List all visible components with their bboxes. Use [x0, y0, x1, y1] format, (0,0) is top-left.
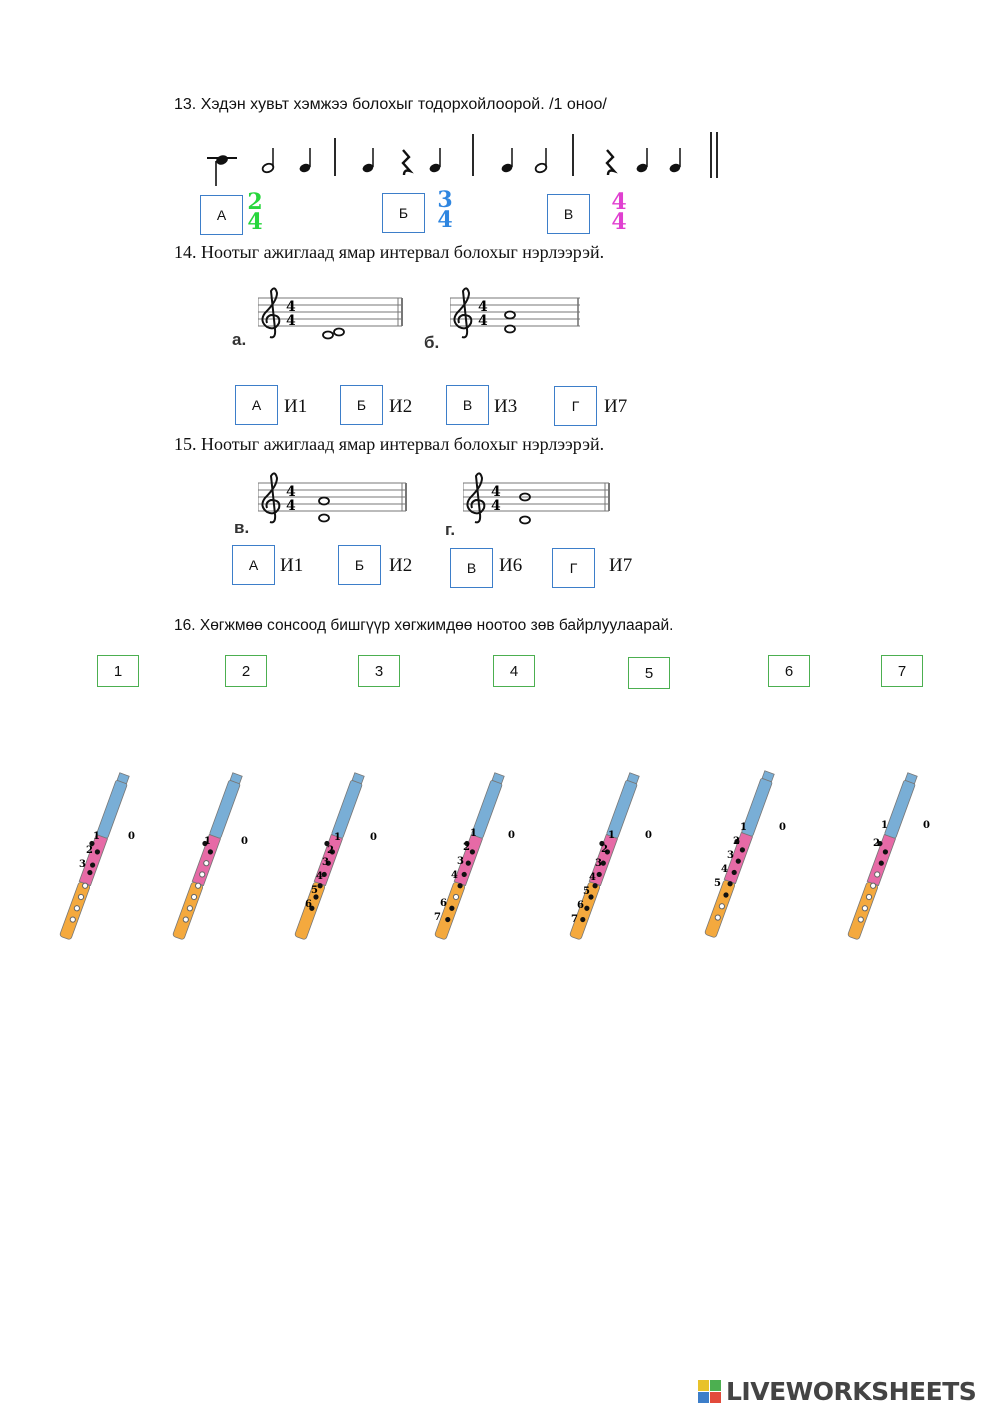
staff-label-b: б. — [424, 333, 440, 352]
q13-answer-box-c[interactable]: В — [547, 194, 590, 234]
svg-text:4: 4 — [286, 484, 296, 500]
finger-number: 6 — [305, 899, 312, 910]
svg-text:4: 4 — [286, 299, 296, 315]
q16-answer-box-6[interactable]: 6 — [768, 655, 810, 687]
finger-number: 1 — [470, 828, 477, 839]
finger-number: 3 — [457, 856, 464, 867]
liveworksheets-logo-icon — [698, 1380, 722, 1404]
q15-answer-box-a[interactable]: А — [232, 545, 275, 585]
q14-answer-box-b[interactable]: Б — [340, 385, 383, 425]
finger-number: 0 — [923, 820, 930, 831]
q16-answer-box-1[interactable]: 1 — [97, 655, 139, 687]
q14-option-text-3: И3 — [494, 396, 518, 417]
time-signature-4-4 — [609, 189, 629, 235]
recorder-7 — [843, 752, 953, 947]
recorder-1 — [55, 760, 165, 950]
finger-number: 6 — [577, 900, 584, 911]
staff-label-d: г. — [445, 520, 456, 539]
time-signature-denominator: 4 — [247, 209, 263, 235]
svg-text:4: 4 — [478, 313, 488, 329]
finger-number: 5 — [714, 878, 721, 889]
finger-number: 3 — [595, 858, 602, 869]
finger-number: 5 — [311, 885, 318, 896]
time-signature-numerator: 3 — [437, 187, 453, 213]
finger-number: 1 — [881, 820, 888, 831]
q16-answer-box-5[interactable]: 5 — [628, 657, 670, 689]
finger-number: 4 — [589, 872, 596, 883]
finger-number: 0 — [370, 832, 377, 843]
finger-number: 0 — [779, 822, 786, 833]
finger-number: 3 — [322, 857, 329, 868]
q15-option-text-1: И1 — [280, 555, 304, 576]
finger-number: 0 — [645, 830, 652, 841]
finger-number: 4 — [451, 870, 458, 881]
q15-option-text-2: И2 — [389, 555, 413, 576]
recorder-2 — [168, 760, 278, 950]
finger-number: 2 — [873, 838, 880, 849]
q13-rhythm-notation — [195, 128, 735, 188]
q14-staff-b — [450, 285, 590, 345]
q13-answer-box-b[interactable]: Б — [382, 193, 425, 233]
q16-answer-box-2[interactable]: 2 — [225, 655, 267, 687]
q16-answer-box-4[interactable]: 4 — [493, 655, 535, 687]
q15-option-text-3: И6 — [499, 555, 523, 576]
svg-text:4: 4 — [491, 484, 501, 500]
q16-answer-box-3[interactable]: 3 — [358, 655, 400, 687]
finger-number: 6 — [440, 898, 447, 909]
svg-text:4: 4 — [491, 498, 501, 514]
svg-text:4: 4 — [286, 498, 296, 514]
finger-number: 2 — [733, 836, 740, 847]
finger-number: 0 — [508, 830, 515, 841]
staff-label-c: в. — [234, 518, 250, 537]
finger-number: 1 — [334, 832, 341, 843]
finger-number: 3 — [727, 850, 734, 861]
finger-number: 4 — [721, 864, 728, 875]
finger-number: 3 — [79, 859, 86, 870]
q15-staff-c — [258, 470, 412, 530]
finger-number: 7 — [434, 912, 441, 923]
finger-number: 0 — [128, 831, 135, 842]
liveworksheets-brand: LIVEWORKSHEETS — [726, 1377, 977, 1406]
finger-number: 7 — [571, 914, 578, 925]
time-signature-numerator: 4 — [611, 189, 627, 215]
time-signature-2-4 — [245, 189, 265, 235]
recorder-4 — [430, 760, 540, 950]
q15-answer-box-b[interactable]: Б — [338, 545, 381, 585]
q14-option-text-4: И7 — [604, 396, 628, 417]
q14-answer-box-c[interactable]: В — [446, 385, 489, 425]
time-signature-denominator: 4 — [611, 209, 627, 235]
q15-option-text-4: И7 — [609, 555, 633, 576]
q13-answer-box-a[interactable]: А — [200, 195, 243, 235]
staff-label-a: а. — [232, 330, 247, 349]
time-signature-3-4 — [435, 187, 455, 233]
finger-number: 1 — [204, 836, 211, 847]
recorder-3 — [290, 760, 400, 950]
q15-title: 15. Ноотыг ажиглаад ямар интервал болохыг нэрлээрэй. — [174, 434, 605, 454]
time-signature-denominator: 4 — [437, 207, 453, 233]
q16-title: 16. Хөгжмөө сонсоод бишгүүр хөгжимдөө ноотоо зөв байрлуулаарай. — [174, 617, 674, 634]
q14-answer-box-d[interactable]: Г — [554, 386, 597, 426]
finger-number: 5 — [583, 886, 590, 897]
finger-number: 2 — [327, 845, 334, 856]
q14-answer-box-a[interactable]: А — [235, 385, 278, 425]
finger-number: 0 — [241, 836, 248, 847]
finger-number: 2 — [86, 845, 93, 856]
q14-option-text-2: И2 — [389, 396, 413, 417]
finger-number: 2 — [463, 842, 470, 853]
q15-answer-box-c[interactable]: В — [450, 548, 493, 588]
finger-number: 1 — [740, 822, 747, 833]
recorder-5 — [565, 760, 675, 950]
recorder-6 — [700, 750, 810, 945]
svg-text:4: 4 — [286, 313, 296, 329]
svg-text:4: 4 — [478, 299, 488, 315]
q13-title: 13. Хэдэн хувьт хэмжээ болохыг тодорхойлоорой. /1 оноо/ — [174, 96, 607, 113]
q14-staff-a — [258, 285, 408, 345]
q15-staff-d — [463, 470, 613, 530]
q14-option-text-1: И1 — [284, 396, 308, 417]
finger-number: 2 — [601, 844, 608, 855]
q15-answer-box-d[interactable]: Г — [552, 548, 595, 588]
finger-number: 1 — [608, 830, 615, 841]
q16-answer-box-7[interactable]: 7 — [881, 655, 923, 687]
time-signature-numerator: 2 — [247, 189, 263, 215]
finger-number: 4 — [316, 871, 323, 882]
finger-number: 1 — [93, 831, 100, 842]
q14-title: 14. Ноотыг ажиглаад ямар интервал болохыг нэрлээрэй. — [174, 242, 605, 262]
